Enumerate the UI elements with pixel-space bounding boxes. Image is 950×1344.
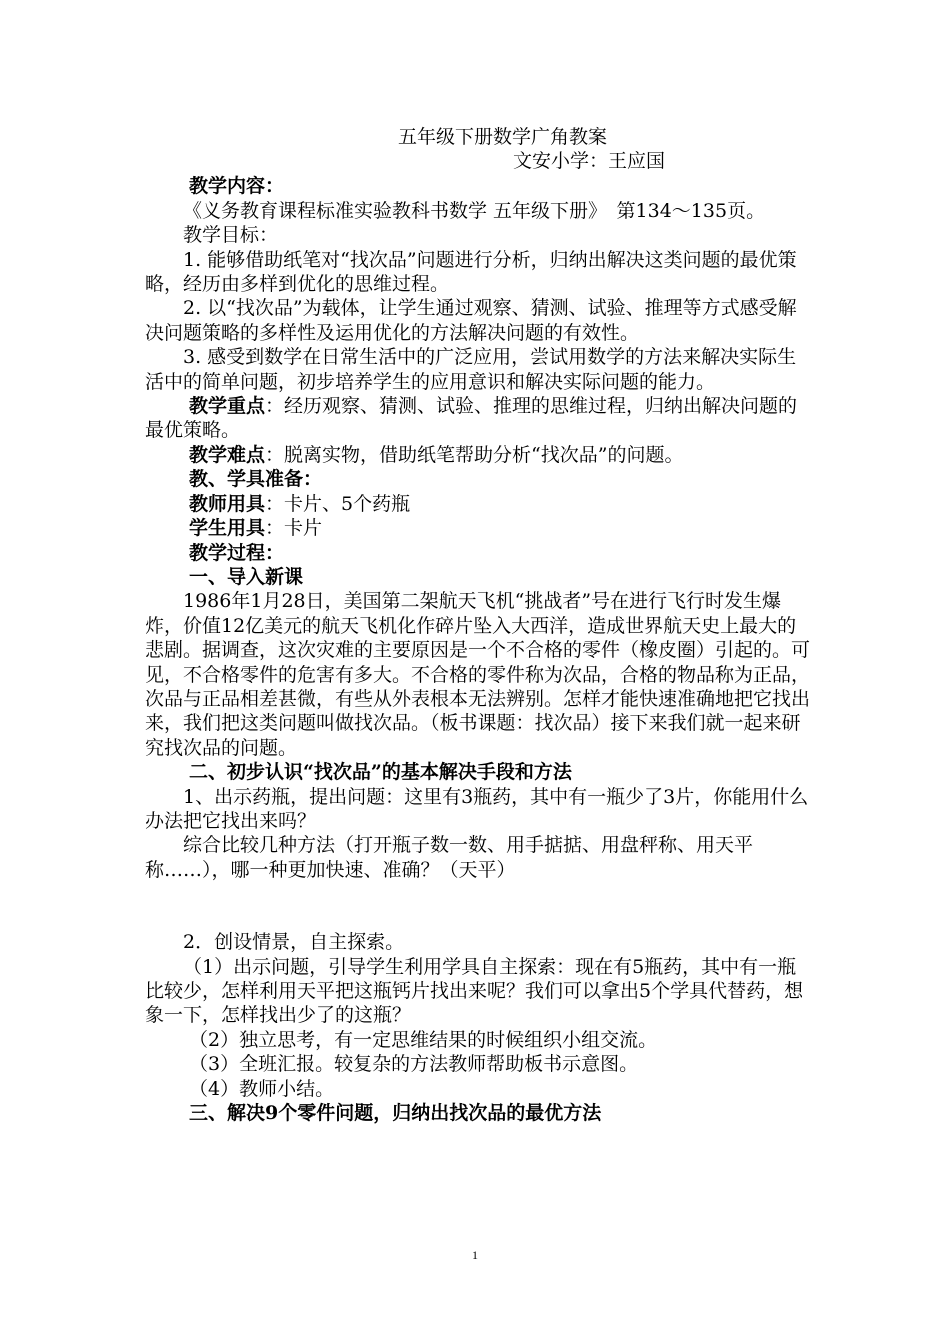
section-2-heading: 二、初步认识“找次品”的基本解决手段和方法 bbox=[189, 761, 572, 784]
section-1-text: 1986年1月28日，美国第二架航天飞机“挑战者”号在进行飞行时发生爆炸，价值12亿美元的航天飞机化作碎片坠入大西洋，造成世界航天史上最大的悲剧。据调查，这次灾难的主要原因是一个不合格的零件（橡皮圈）引起的。可见，不合格零件的危害有多大。不合格的零件称为次品，合格的物品称为正品，次品与正品相差甚微，有些从外表根本无法辨别。怎样才能快速准确地把它找出来，我们把这类问题叫做找次品。（板书课题：找次品）接下来我们就一起来研究找次品的问题。 bbox=[145, 590, 811, 759]
teacher-tools-text: ：卡片、5个药瓶 bbox=[265, 492, 411, 515]
page-number: 1 bbox=[472, 1248, 478, 1262]
difficulty-point bbox=[145, 443, 810, 467]
section-2-paragraph-5: （2）独立思考，有一定思维结果的时候组织小组交流。 bbox=[189, 1028, 658, 1051]
difficulty-text: ：脱离实物，借助纸笔帮助分析“找次品”的问题。 bbox=[265, 443, 684, 466]
document-author: 文安小学：王应国 bbox=[512, 150, 665, 173]
section-2-paragraph-7: （4）教师小结。 bbox=[189, 1077, 335, 1100]
content-heading: 教学内容： bbox=[189, 175, 285, 198]
process-heading: 教学过程： bbox=[189, 541, 285, 564]
section-2-paragraph-6: （3）全班汇报。较复杂的方法教师帮助板书示意图。 bbox=[189, 1053, 639, 1076]
content-text: 《义务教育课程标准实验教科书数学 五年级下册》 第134～135页。 bbox=[183, 199, 766, 222]
student-tools-label: 学生用具 bbox=[189, 517, 266, 540]
key-point-label: 教学重点 bbox=[189, 395, 266, 418]
goal-2: 2. 以“找次品”为载体，让学生通过观察、猜测、试验、推理等方式感受解决问题策略的多样性及运用优化的方法解决问题的有效性。 bbox=[145, 297, 797, 344]
blank-space bbox=[145, 882, 810, 930]
section-3-heading: 三、解决9个零件问题，归纳出找次品的最优方法 bbox=[189, 1102, 602, 1125]
key-point bbox=[145, 394, 810, 443]
document-title: 五年级下册数学广角教案 bbox=[397, 126, 607, 148]
section-2-paragraph-4: （1）出示问题，引导学生利用学具自主探索：现在有5瓶药，其中有一瓶比较少，怎样利用天平把这瓶钙片找出来呢？我们可以拿出5个学具代替药，想象一下，怎样找出少了的这瓶？ bbox=[145, 955, 804, 1027]
goals-heading: 教学目标： bbox=[183, 224, 279, 247]
prep-heading: 教、学具准备： bbox=[189, 468, 323, 491]
goal-1: 1. 能够借助纸笔对“找次品”问题进行分析，归纳出解决这类问题的最优策略，经历由多样到优化的思维过程。 bbox=[145, 248, 797, 296]
section-2-paragraph-2: 综合比较几种方法（打开瓶子数一数、用手掂掂、用盘秤称、用天平称……），哪一种更加快速、准确？（天平） bbox=[145, 834, 754, 881]
teacher-tools-label: 教师用具 bbox=[189, 492, 266, 515]
section-2-paragraph-1: 1、出示药瓶，提出问题：这里有3瓶药，其中有一瓶少了3片，你能用什么办法把它找出来吗？ bbox=[145, 785, 809, 832]
document-body bbox=[145, 125, 810, 1125]
student-tools bbox=[145, 516, 810, 540]
teacher-tools bbox=[145, 492, 810, 516]
section-2-paragraph-3: 2．创设情景，自主探索。 bbox=[183, 931, 405, 954]
section-1-heading: 一、导入新课 bbox=[189, 565, 304, 588]
goal-3: 3. 感受到数学在日常生活中的广泛应用，尝试用数学的方法来解决实际生活中的简单问题，初步培养学生的应用意识和解决实际问题的能力。 bbox=[145, 346, 797, 393]
key-point-text: ：经历观察、猜测、试验、推理的思维过程，归纳出解决问题的最优策略。 bbox=[145, 395, 798, 442]
student-tools-text: ：卡片 bbox=[265, 517, 323, 540]
difficulty-label: 教学难点 bbox=[189, 443, 266, 466]
